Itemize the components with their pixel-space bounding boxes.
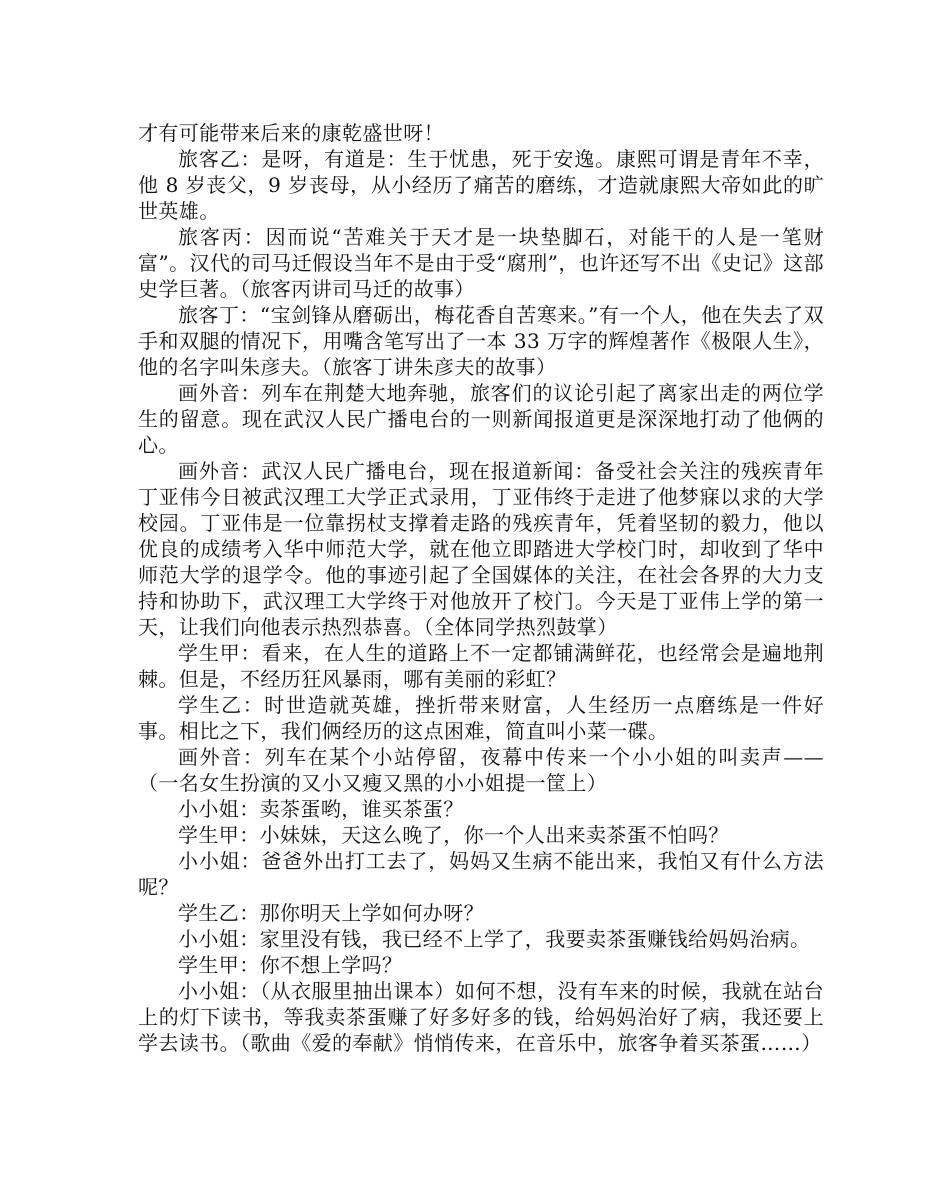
paragraph-kangqian: 才有可能带来后来的康乾盛世呀！ xyxy=(138,121,444,145)
paragraph-voiceover-station: 画外音：列车在某个小站停留，夜幕中传来一个小小姐的叫卖声——（一名女生扮演的又小又瘦又黑的小小姐提一筐上） xyxy=(138,745,824,795)
paragraph-traveler-b: 旅客乙：是呀，有道是：生于忧患，死于安逸。康熙可谓是青年不幸，他 8 岁丧父，9 岁丧母，从小经历了痛苦的磨练，才造就康熙大帝如此的旷世英雄。 xyxy=(138,147,824,223)
paragraph-traveler-c: 旅客丙：因而说“苦难关于天才是一块垫脚石，对能干的人是一笔财富”。汉代的司马迁假设当年不是由于受“腐刑”，也许还写不出《史记》这部史学巨著。（旅客丙讲司马迁的故事） xyxy=(138,225,824,301)
paragraph-student-a-2: 学生甲：小妹妹，天这么晚了，你一个人出来卖茶蛋不怕吗？ xyxy=(178,823,729,847)
paragraph-student-a-1: 学生甲：看来，在人生的道路上不一定都铺满鲜花，也经常会是遍地荆棘。但是，不经历狂风暴雨，哪有美丽的彩虹？ xyxy=(138,641,824,691)
paragraph-voiceover-news: 画外音：武汉人民广播电台，现在报道新闻：备受社会关注的残疾青年丁亚伟今日被武汉理工大学正式录用，丁亚伟终于走进了他梦寐以求的大学校园。丁亚伟是一位靠拐杖支撑着走路的残疾青年，凭着坚韧的毅力，他以优良的成绩考入华中师范大学，就在他立即踏进大学校门时，却收到了华中师范大学的退学令。他的事迹引起了全国媒体的关注，在社会各界的大力支持和协助下，武汉理工大学终于对他放开了校门。今天是丁亚伟上学的第一天，让我们向他表示热烈恭喜。（全体同学热烈鼓掌） xyxy=(138,459,824,639)
paragraph-student-a-3: 学生甲：你不想上学吗？ xyxy=(178,953,403,977)
paragraph-girl-3: 小小姐：家里没有钱，我已经不上学了，我要卖茶蛋赚钱给妈妈治病。 xyxy=(178,927,811,951)
paragraph-traveler-d: 旅客丁：“宝剑锋从磨砺出，梅花香自苦寒来。”有一个人，他在失去了双手和双腿的情况下，用嘴含笔写出了一本 33 万字的辉煌著作《极限人生》，他的名字叫朱彦夫。（旅客丁讲朱彦夫的故事） xyxy=(138,303,824,379)
document-page xyxy=(138,120,824,1056)
paragraph-girl-2: 小小姐：爸爸外出打工去了，妈妈又生病不能出来，我怕又有什么方法呢？ xyxy=(138,849,824,899)
paragraph-girl-1: 小小姐：卖茶蛋哟，谁买茶蛋？ xyxy=(178,797,464,821)
paragraph-student-b-2: 学生乙：那你明天上学如何办呀？ xyxy=(178,901,484,925)
paragraph-student-b-1: 学生乙：时世造就英雄，挫折带来财富，人生经历一点磨练是一件好事。相比之下，我们俩经历的这点困难，简直叫小菜一碟。 xyxy=(138,693,824,743)
paragraph-girl-4: 小小姐：（从衣服里抽出课本）如何不想，没有车来的时候，我就在站台上的灯下读书，等我卖茶蛋赚了好多好多的钱，给妈妈治好了病，我还要上学去读书。（歌曲《爱的奉献》悄悄传来，在音乐中，旅客争着买茶蛋……） xyxy=(138,979,824,1055)
paragraph-voiceover-1: 画外音：列车在荆楚大地奔驰，旅客们的议论引起了离家出走的两位学生的留意。现在武汉人民广播电台的一则新闻报道更是深深地打动了他俩的心。 xyxy=(138,381,824,457)
